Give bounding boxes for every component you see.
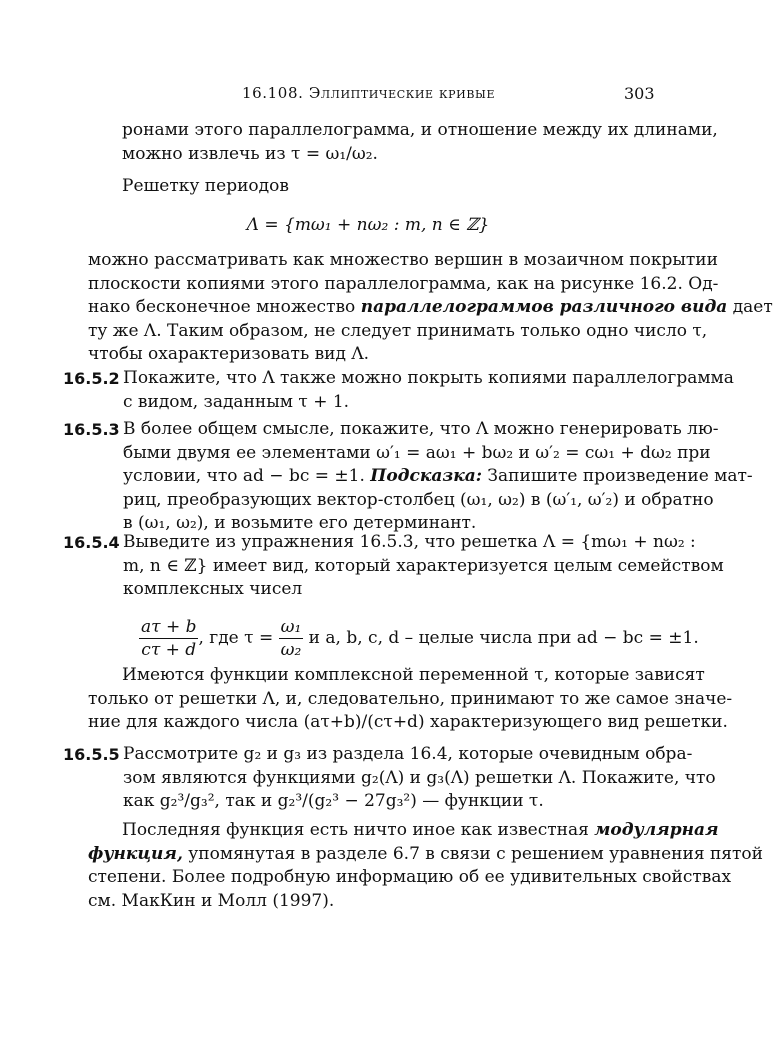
fraction-denominator: cτ + d [141, 639, 197, 660]
exercise-16-5-5 [63, 743, 716, 814]
last-line-3: степени. Более подробную информацию об ее удивительных свойствах [88, 867, 732, 888]
fraction-numerator: ω₁ [280, 616, 302, 637]
functions-line-2: только от решетки Λ, и, следовательно, принимают то же самое значе- [88, 688, 733, 709]
last-line-2 [88, 843, 763, 867]
ex2-line-2: с видом, заданным τ + 1. [123, 391, 350, 412]
ex3-line-4: риц, преобразующих вектор-столбец (ω₁, ω₂) в (ω′₁, ω′₂) и обратно [123, 489, 714, 510]
p3-emphasis: параллелограммов различного вида [360, 297, 728, 318]
modular-term: модулярная [594, 820, 719, 840]
exercise-number: 16.5.5 [63, 745, 120, 764]
function-term: функция, [88, 843, 183, 864]
paragraph-2 [88, 175, 648, 199]
ex5-line-2: зом являются функциями g₂(Λ) и g₃(Λ) решетки Λ. Покажите, что [123, 767, 716, 788]
exercise-number: 16.5.3 [63, 420, 120, 439]
modular-formula [139, 616, 699, 661]
p3-line-4: ту же Λ. Таким образом, не следует принимать только одно число τ, [88, 320, 708, 341]
p3-line-3-b: дает [727, 297, 773, 318]
ex5-line-1: Рассмотрите g₂ и g₃ из раздела 16.4, которые очевидным обра- [123, 744, 693, 764]
p3-line-3 [88, 296, 773, 320]
page-number: 303 [624, 84, 655, 103]
paragraph-functions [88, 664, 733, 735]
ex4-line-2: m, n ∈ ℤ} имеет вид, который характеризуется целым семейством [123, 555, 724, 576]
p3-line-2: плоскости копиями этого параллелограмма, как на рисунке 16.2. Од- [88, 273, 719, 294]
mobius-fraction [139, 616, 198, 661]
formula-middle-text: , где τ = [198, 627, 279, 648]
functions-line-1: Имеются функции комплексной переменной τ, которые зависят [122, 665, 705, 685]
exercise-number: 16.5.4 [63, 533, 120, 552]
ex3-line-2: быми двумя ее элементами ω′₁ = aω₁ + bω₂ и ω′₂ = cω₁ + dω₂ при [123, 442, 711, 463]
p1-line-1: ронами этого параллелограмма, и отношение между их длинами, [122, 120, 718, 140]
ex2-line-1: Покажите, что Λ также можно покрыть копиями параллелограмма [123, 368, 734, 388]
last-line-2-b: упомянутая в разделе 6.7 в связи с решением уравнения пятой [182, 843, 763, 864]
p1-line-2: можно извлечь из τ = ω₁/ω₂. [122, 143, 378, 164]
ex3-line-3 [123, 465, 753, 489]
ex4-line-3: комплексных чисел [123, 579, 303, 600]
last-line-4: см. МакКин и Молл (1997). [88, 890, 335, 911]
last-line-1-a: Последняя функция есть ничто иное как известная [122, 820, 595, 840]
ex5-line-3: как g₂³/g₃², так и g₂³/(g₂³ − 27g₃²) — функции τ. [123, 791, 544, 812]
formula-tail-text: и a, b, c, d – целые числа при ad − bc = ±1. [303, 627, 699, 648]
ex4-line-1: Выведите из упражнения 16.5.3, что решетка Λ = {mω₁ + nω₂ : [123, 532, 696, 552]
ex3-line-5: в (ω₁, ω₂), и возьмите его детерминант. [123, 513, 477, 534]
fraction-denominator: ω₂ [280, 639, 302, 660]
paragraph-1 [88, 119, 718, 166]
paragraph-3 [88, 249, 773, 367]
p3-line-5: чтобы охарактеризовать вид Λ. [88, 344, 370, 365]
tau-fraction [279, 616, 304, 661]
last-line-1 [88, 819, 719, 843]
exercise-16-5-3 [63, 418, 753, 536]
paragraph-last [88, 819, 763, 913]
exercise-16-5-2 [63, 367, 734, 414]
ex3-line-3-b: Запишите произведение мат- [482, 466, 753, 487]
running-header [0, 84, 730, 106]
p2-text: Решетку периодов [122, 176, 289, 196]
exercise-16-5-4 [63, 531, 724, 661]
lattice-formula-text: Λ = {mω₁ + nω₂ : m, n ∈ ℤ} [246, 215, 490, 235]
functions-line-3: ние для каждого числа (aτ+b)/(cτ+d) характеризующего вид решетки. [88, 712, 728, 733]
hint-label: Подсказка: [370, 466, 483, 487]
lattice-formula [88, 214, 648, 238]
ex3-line-3-a: условии, что ad − bc = ±1. [123, 466, 371, 487]
p3-line-1: можно рассматривать как множество вершин в мозаичном покрытии [88, 250, 718, 270]
fraction-numerator: aτ + b [141, 616, 197, 637]
running-title: 16.108. Эллиптические кривые [242, 84, 496, 102]
p3-line-3-a: нако бесконечное множество [88, 297, 361, 318]
ex3-line-1: В более общем смысле, покажите, что Λ можно генерировать лю- [123, 419, 719, 439]
exercise-number: 16.5.2 [63, 369, 120, 388]
